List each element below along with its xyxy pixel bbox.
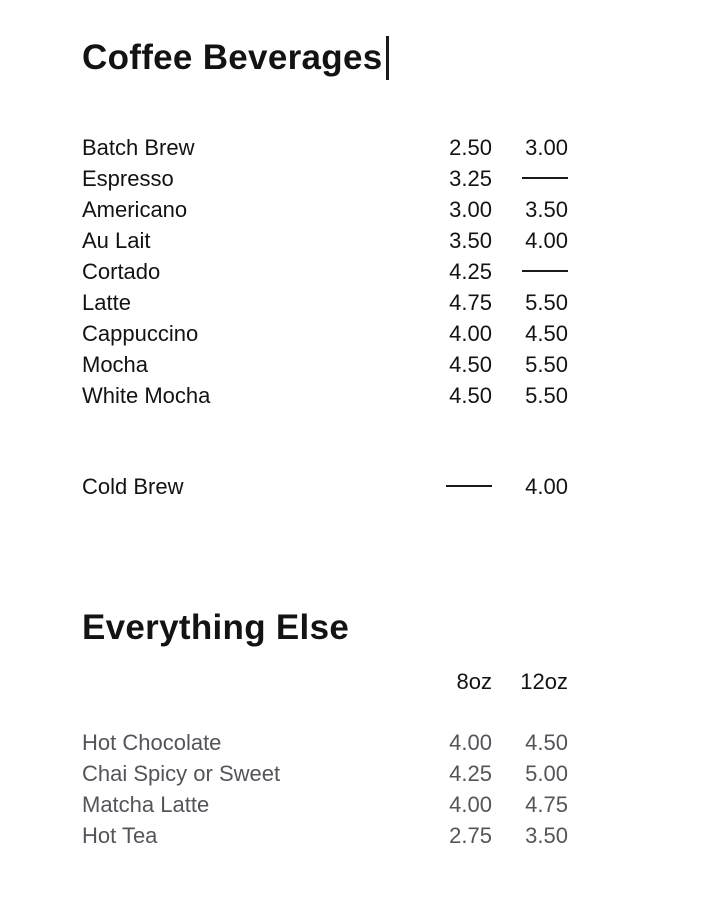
price-large: 3.50	[525, 197, 568, 222]
item-name: Hot Chocolate	[82, 730, 222, 755]
menu-item-row	[82, 132, 568, 163]
section-heading-coffee-beverages	[82, 34, 389, 82]
size-header-row	[82, 666, 568, 697]
price-large	[492, 163, 568, 194]
size-column-header-8oz: 8oz	[456, 669, 492, 694]
item-name: Au Lait	[82, 228, 151, 253]
menu-item-row	[82, 194, 568, 225]
price-large: 4.75	[525, 792, 568, 817]
price-small: 4.75	[449, 290, 492, 315]
price-small: 4.25	[449, 761, 492, 786]
menu-item-row	[82, 318, 568, 349]
no-price-dash	[446, 485, 492, 488]
menu-item-row	[82, 256, 568, 287]
price-small: 2.50	[449, 135, 492, 160]
item-name: Mocha	[82, 352, 149, 377]
menu-item-row	[82, 727, 568, 758]
menu-item-row	[82, 789, 568, 820]
price-large: 5.50	[525, 383, 568, 408]
item-name: Cappuccino	[82, 321, 199, 346]
price-small: 4.25	[449, 259, 492, 284]
page-title: Coffee Beverages	[82, 38, 383, 77]
item-name: Chai Spicy or Sweet	[82, 761, 281, 786]
price-large: 4.00	[525, 474, 568, 499]
menu-item-row	[82, 287, 568, 318]
price-small: 3.25	[449, 166, 492, 191]
item-name: Matcha Latte	[82, 792, 210, 817]
price-large: 5.50	[525, 290, 568, 315]
no-price-dash	[522, 270, 568, 273]
no-price-dash	[522, 177, 568, 180]
price-large: 4.50	[525, 730, 568, 755]
menu-item-row	[82, 820, 568, 851]
menu-item-row	[82, 163, 568, 194]
price-small: 2.75	[449, 823, 492, 848]
price-small: 4.00	[449, 730, 492, 755]
menu-item-row	[82, 758, 568, 789]
price-small: 3.00	[449, 197, 492, 222]
menu-item-row	[82, 471, 568, 502]
menu-item-row	[82, 225, 568, 256]
price-large: 3.50	[525, 823, 568, 848]
price-large: 4.00	[525, 228, 568, 253]
item-name: Espresso	[82, 166, 174, 191]
section-heading-everything-else	[82, 604, 349, 652]
section-title: Everything Else	[82, 608, 350, 647]
item-name: White Mocha	[82, 383, 211, 408]
cold-brew-list	[82, 471, 568, 502]
coffee-beverages-list	[82, 132, 568, 411]
price-small	[428, 471, 492, 502]
price-small: 3.50	[449, 228, 492, 253]
price-large: 5.00	[525, 761, 568, 786]
price-small: 4.50	[449, 352, 492, 377]
menu-item-row	[82, 349, 568, 380]
price-small: 4.00	[449, 321, 492, 346]
item-name: Cortado	[82, 259, 161, 284]
price-large: 5.50	[525, 352, 568, 377]
menu-item-row	[82, 380, 568, 411]
text-caret	[386, 36, 389, 80]
item-name: Latte	[82, 290, 131, 315]
size-column-header-12oz: 12oz	[520, 669, 568, 694]
everything-else-list	[82, 727, 568, 851]
item-name: Americano	[82, 197, 188, 222]
price-large: 4.50	[525, 321, 568, 346]
price-small: 4.00	[449, 792, 492, 817]
item-name: Batch Brew	[82, 135, 195, 160]
price-small: 4.50	[449, 383, 492, 408]
price-large	[492, 256, 568, 287]
item-name: Hot Tea	[82, 823, 158, 848]
item-name: Cold Brew	[82, 474, 184, 499]
price-large: 3.00	[525, 135, 568, 160]
